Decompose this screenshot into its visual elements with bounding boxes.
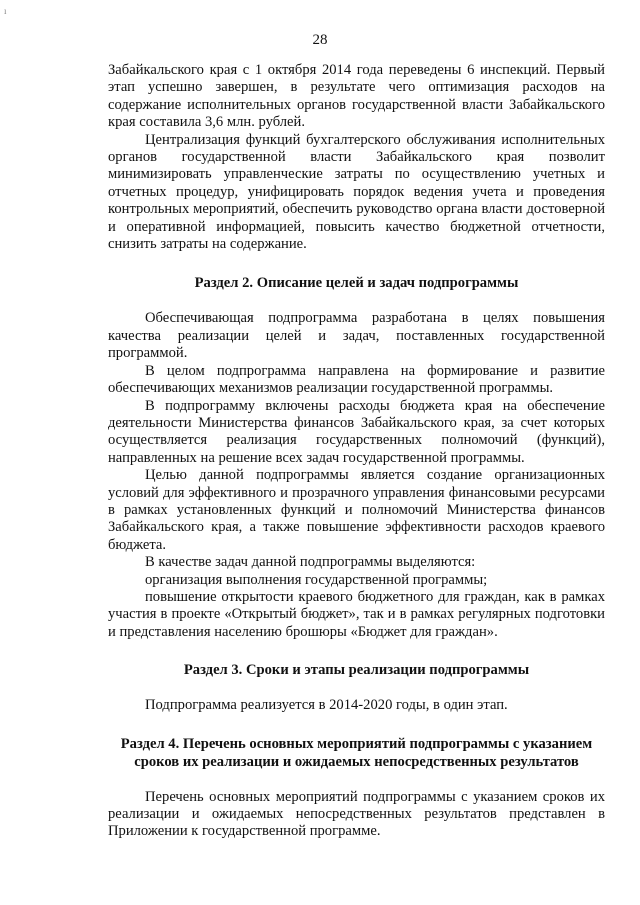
document-body xyxy=(108,62,605,841)
paragraph-section3: Подпрограмма реализуется в 2014-2020 годы, в один этап. xyxy=(145,697,508,714)
paragraph-centralization: Централизация функций бухгалтерского обслуживания исполнительных органов государственной власти Забайкальского края позволит минимизировать управленческие затраты по осуществлению учетных и отчетных процедур, унифицировать порядок ведения учета и проведения контрольных мероприятий, обеспечить руководство органа власти достоверной и оперативной информацией, повысить качество бюджетной отчетности, снизить затраты на содержание. xyxy=(108,131,605,253)
paragraph-section2-2: В целом подпрограмма направлена на формирование и развитие обеспечивающих механизмов реализации государственной программы. xyxy=(108,362,605,397)
margin-mark: ı xyxy=(4,6,7,16)
paragraph-section2-7: повышение открытости краевого бюджетного для граждан, как в рамках участия в проекте «Открытый бюджет», так и в рамках регулярных подготовки и представления населению брошюры «Бюджет для граждан». xyxy=(108,588,605,640)
paragraph-section2-4: Целью данной подпрограммы является создание организационных условий для эффективного и прозрачного управления финансовыми ресурсами в рамках установленных функций и полномочий Министерства финансов Забайкальского края, а также повышение эффективности расходов краевого бюджета. xyxy=(108,467,605,553)
paragraph-section4: Перечень основных мероприятий подпрограммы с указанием сроков их реализации и ожидаемых непосредственных результатов представлен в Приложении к государственной программе. xyxy=(108,788,605,840)
page-number: 28 xyxy=(312,32,328,48)
paragraph-section2-6: организация выполнения государственной программы; xyxy=(145,571,488,588)
section-3-heading: Раздел 3. Сроки и этапы реализации подпрограммы xyxy=(183,662,530,679)
paragraph-section2-1: Обеспечивающая подпрограмма разработана в целях повышения качества реализации целей и задач, поставленных государственной программой. xyxy=(108,310,605,362)
paragraph-intro-continuation: Забайкальского края с 1 октября 2014 года переведены 6 инспекций. Первый этап успешно завершен, в результате чего оптимизация расходов на содержание исполнительных органов государственной власти Забайкальского края составила 3,6 млн. рублей. xyxy=(108,62,605,131)
paragraph-section2-5: В качестве задач данной подпрограммы выделяются: xyxy=(145,554,476,571)
section-4-heading: Раздел 4. Перечень основных мероприятий подпрограммы с указанием сроков их реализации и ожидаемых непосредственных результатов xyxy=(120,735,593,770)
section-2-heading: Раздел 2. Описание целей и задач подпрограммы xyxy=(194,275,519,292)
paragraph-section2-3: В подпрограмму включены расходы бюджета края на обеспечение деятельности Министерства финансов Забайкальского края, за счет которых осуществляется реализация государственных полномочий (функций), направленных на решение всех задач государственной программы. xyxy=(108,397,605,466)
